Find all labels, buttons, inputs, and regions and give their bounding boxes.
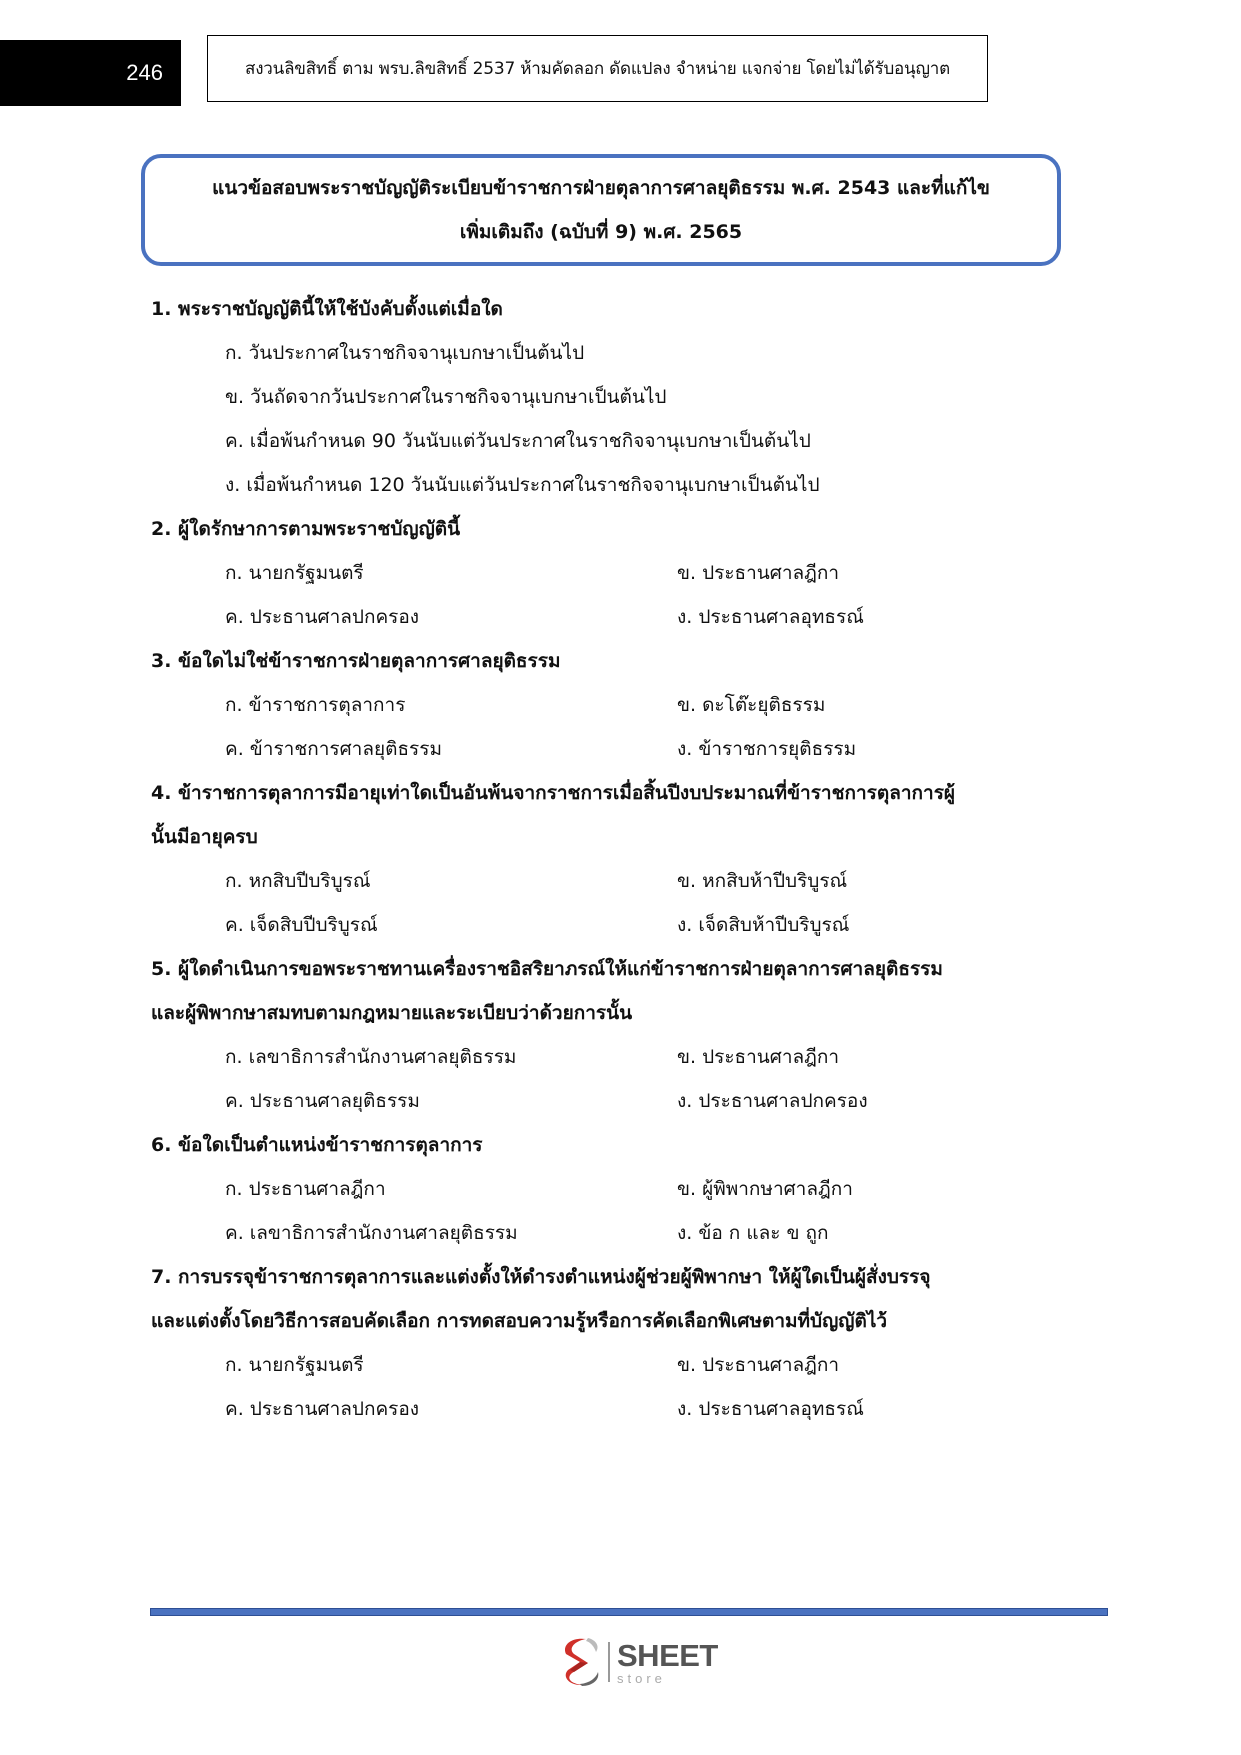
option-a: ก. ข้าราชการตุลาการ: [225, 694, 406, 716]
option-c: ค. เลขาธิการสำนักงานศาลยุติธรรม: [225, 1222, 518, 1244]
section-title-box: [141, 154, 1061, 266]
option-b: ข. ผู้พิพากษาศาลฎีกา: [677, 1178, 853, 1200]
question-3: [151, 639, 1071, 771]
question-text-line-2: และแต่งตั้งโดยวิธีการสอบคัดเลือก การทดสอบความรู้หรือการคัดเลือกพิเศษตามที่บัญญัติไว้: [151, 1310, 888, 1332]
option-d: ง. ประธานศาลปกครอง: [677, 1090, 868, 1112]
logo-main-text: SHEET: [617, 1637, 718, 1673]
question-text-line-2: และผู้พิพากษาสมทบตามกฎหมายและระเบียบว่าด้วยการนั้น: [151, 1002, 633, 1024]
question-text-line-1: 7. การบรรจุข้าราชการตุลาการและแต่งตั้งให้ดำรงตำแหน่งผู้ช่วยผู้พิพากษา ให้ผู้ใดเป็นผู้สั่งบรรจุ: [151, 1266, 931, 1288]
option-c: ค. ประธานศาลปกครอง: [225, 606, 420, 628]
option-b: ข. วันถัดจากวันประกาศในราชกิจจานุเบกษาเป็นต้นไป: [225, 386, 667, 408]
question-text: 1. พระราชบัญญัตินี้ให้ใช้บังคับตั้งแต่เมื่อใด: [151, 298, 503, 320]
sheet-store-logo: [556, 1636, 718, 1688]
option-c: ค. ข้าราชการศาลยุติธรรม: [225, 738, 442, 760]
page-number: 246: [126, 60, 163, 85]
question-text: 2. ผู้ใดรักษาการตามพระราชบัญญัตินี้: [151, 518, 461, 540]
question-2: [151, 507, 1071, 639]
option-a: ก. หกสิบปีบริบูรณ์: [225, 870, 371, 892]
copyright-notice-box: [207, 35, 988, 102]
option-d: ง. ข้าราชการยุติธรรม: [677, 738, 857, 760]
option-d: ง. ประธานศาลอุทธรณ์: [677, 1398, 864, 1420]
option-a: ก. วันประกาศในราชกิจจานุเบกษาเป็นต้นไป: [225, 342, 585, 364]
option-c: ค. เจ็ดสิบปีบริบูรณ์: [225, 914, 378, 936]
question-text: 6. ข้อใดเป็นตำแหน่งข้าราชการตุลาการ: [151, 1134, 483, 1156]
sheet-store-s-icon: [556, 1636, 602, 1688]
option-b: ข. ประธานศาลฎีกา: [677, 1046, 840, 1068]
question-text: 3. ข้อใดไม่ใช่ข้าราชการฝ่ายตุลาการศาลยุติธรรม: [151, 650, 561, 672]
question-list: [151, 287, 1071, 1431]
option-d: ง. เมื่อพ้นกำหนด 120 วันนับแต่วันประกาศในราชกิจจานุเบกษาเป็นต้นไป: [225, 474, 820, 496]
question-text-line-1: 4. ข้าราชการตุลาการมีอายุเท่าใดเป็นอันพ้นจากราชการเมื่อสิ้นปีงบประมาณที่ข้าราชการตุลาการผู้: [151, 782, 956, 804]
option-d: ง. เจ็ดสิบห้าปีบริบูรณ์: [677, 914, 850, 936]
option-c: ค. ประธานศาลปกครอง: [225, 1398, 420, 1420]
option-b: ข. หกสิบห้าปีบริบูรณ์: [677, 870, 848, 892]
option-b: ข. ประธานศาลฎีกา: [677, 1354, 840, 1376]
option-c: ค. ประธานศาลยุติธรรม: [225, 1090, 420, 1112]
question-1: [151, 287, 1071, 507]
logo-sub-text: store: [617, 1670, 666, 1686]
question-6: [151, 1123, 1071, 1255]
logo-separator: [608, 1642, 610, 1682]
question-text-line-1: 5. ผู้ใดดำเนินการขอพระราชทานเครื่องราชอิสริยาภรณ์ให้แก่ข้าราชการฝ่ายตุลาการศาลยุติธรรม: [151, 958, 943, 980]
option-b: ข. ดะโต๊ะยุติธรรม: [677, 694, 826, 716]
option-a: ก. นายกรัฐมนตรี: [225, 562, 364, 584]
option-b: ข. ประธานศาลฎีกา: [677, 562, 840, 584]
option-a: ก. นายกรัฐมนตรี: [225, 1354, 364, 1376]
question-5: [151, 947, 1071, 1123]
section-title-line-2: เพิ่มเติมถึง (ฉบับที่ 9) พ.ศ. 2565: [459, 221, 743, 243]
footer-divider-bar: [150, 1608, 1108, 1616]
option-d: ง. ข้อ ก และ ข ถูก: [677, 1222, 829, 1244]
page-number-block: [0, 40, 181, 106]
copyright-notice: สงวนลิขสิทธิ์ ตาม พรบ.ลิขสิทธิ์ 2537 ห้ามคัดลอก ดัดแปลง จำหน่าย แจกจ่าย โดยไม่ได้รับอนุญาต: [245, 59, 950, 79]
option-a: ก. ประธานศาลฎีกา: [225, 1178, 386, 1200]
option-a: ก. เลขาธิการสำนักงานศาลยุติธรรม: [225, 1046, 517, 1068]
option-c: ค. เมื่อพ้นกำหนด 90 วันนับแต่วันประกาศในราชกิจจานุเบกษาเป็นต้นไป: [225, 430, 811, 452]
question-4: [151, 771, 1071, 947]
question-text-line-2: นั้นมีอายุครบ: [151, 826, 258, 848]
question-7: [151, 1255, 1071, 1431]
option-d: ง. ประธานศาลอุทธรณ์: [677, 606, 864, 628]
section-title-line-1: แนวข้อสอบพระราชบัญญัติระเบียบข้าราชการฝ่ายตุลาการศาลยุติธรรม พ.ศ. 2543 และที่แก้ไข: [212, 177, 990, 199]
